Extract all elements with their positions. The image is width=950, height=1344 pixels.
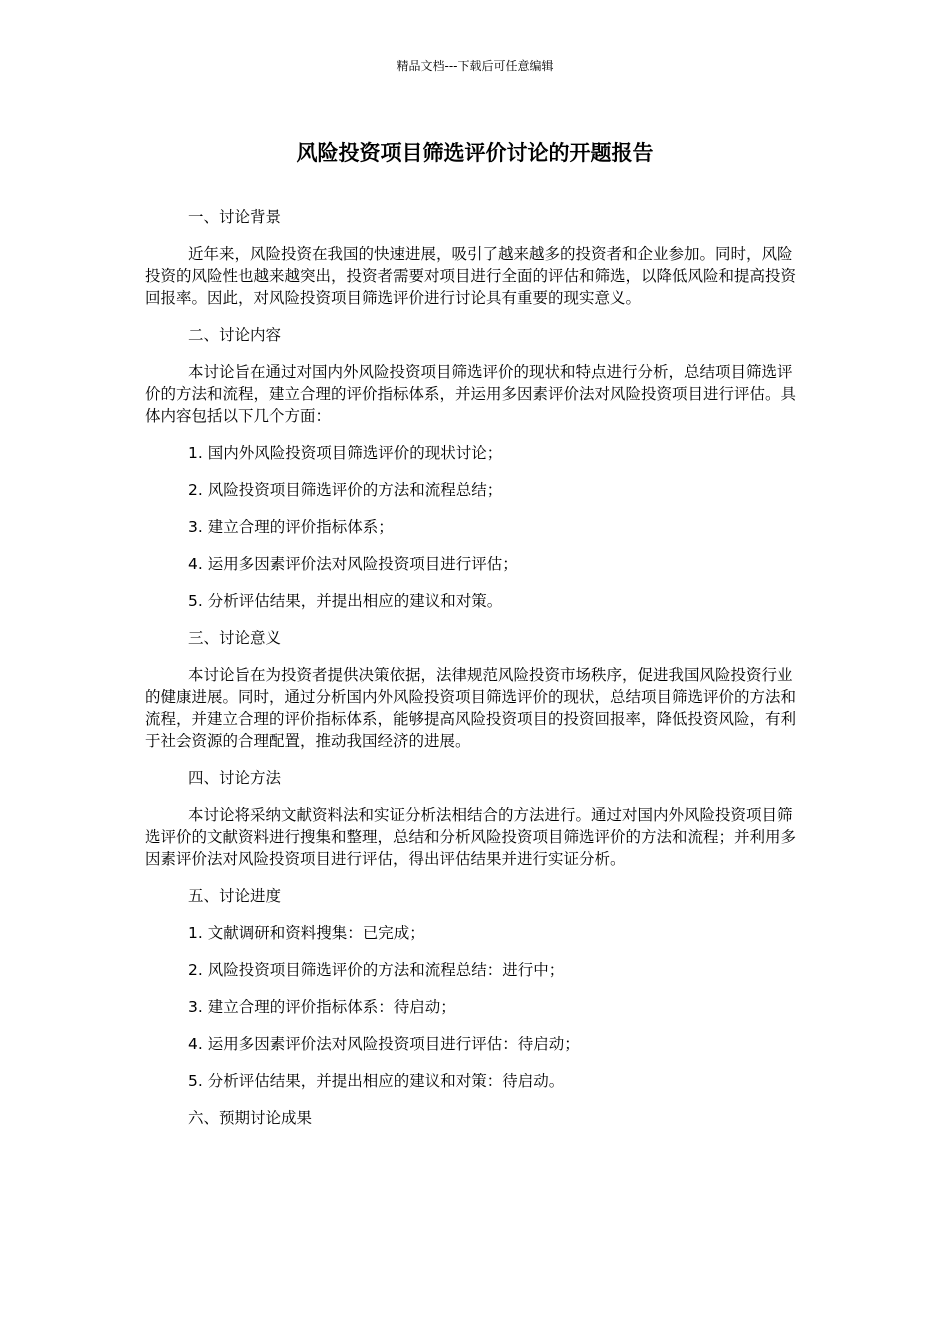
list-item: 2. 风险投资项目筛选评价的方法和流程总结； xyxy=(188,481,503,499)
progress-item: 2. 风险投资项目筛选评价的方法和流程总结：进行中； xyxy=(188,961,565,979)
section-heading-outcomes: 六、预期讨论成果 xyxy=(188,1109,313,1127)
progress-item: 4. 运用多因素评价法对风险投资项目进行评估：待启动； xyxy=(188,1035,580,1053)
document-title: 风险投资项目筛选评价讨论的开题报告 xyxy=(296,141,654,165)
progress-item: 1. 文献调研和资料搜集：已完成； xyxy=(188,924,425,942)
page-header: 精品文档---下载后可任意编辑 xyxy=(396,59,554,73)
document-body xyxy=(145,206,805,1144)
section-heading-method: 四、讨论方法 xyxy=(188,769,282,787)
section-heading-background: 一、讨论背景 xyxy=(188,208,282,226)
list-item: 3. 建立合理的评价指标体系； xyxy=(188,518,394,536)
section-heading-significance: 三、讨论意义 xyxy=(188,629,282,647)
paragraph-background: 近年来，风险投资在我国的快速进展，吸引了越来越多的投资者和企业参加。同时，风险投资的风险性也越来越突出，投资者需要对项目进行全面的评估和筛选，以降低风险和提高投资回报率。因此，对风险投资项目筛选评价进行讨论具有重要的现实意义。 xyxy=(145,245,797,307)
paragraph-significance: 本讨论旨在为投资者提供决策依据，法律规范风险投资市场秩序，促进我国风险投资行业的健康进展。同时，通过分析国内外风险投资项目筛选评价的现状，总结项目筛选评价的方法和流程，并建立合理的评价指标体系，能够提高风险投资项目的投资回报率，降低投资风险，有利于社会资源的合理配置，推动我国经济的进展。 xyxy=(145,666,797,750)
list-item: 1. 国内外风险投资项目筛选评价的现状讨论； xyxy=(188,444,503,462)
list-item: 5. 分析评估结果，并提出相应的建议和对策。 xyxy=(188,592,503,610)
section-heading-content: 二、讨论内容 xyxy=(188,326,282,344)
paragraph-content: 本讨论旨在通过对国内外风险投资项目筛选评价的现状和特点进行分析，总结项目筛选评价的方法和流程，建立合理的评价指标体系，并运用多因素评价法对风险投资项目进行评估。具体内容包括以下几个方面： xyxy=(145,363,797,425)
paragraph-method: 本讨论将采纳文献资料法和实证分析法相结合的方法进行。通过对国内外风险投资项目筛选评价的文献资料进行搜集和整理，总结和分析风险投资项目筛选评价的方法和流程；并利用多因素评价法对风险投资项目进行评估，得出评估结果并进行实证分析。 xyxy=(145,806,797,868)
list-item: 4. 运用多因素评价法对风险投资项目进行评估； xyxy=(188,555,518,573)
progress-item: 3. 建立合理的评价指标体系：待启动； xyxy=(188,998,456,1016)
section-heading-progress: 五、讨论进度 xyxy=(188,887,282,905)
progress-item: 5. 分析评估结果，并提出相应的建议和对策：待启动。 xyxy=(188,1072,565,1090)
